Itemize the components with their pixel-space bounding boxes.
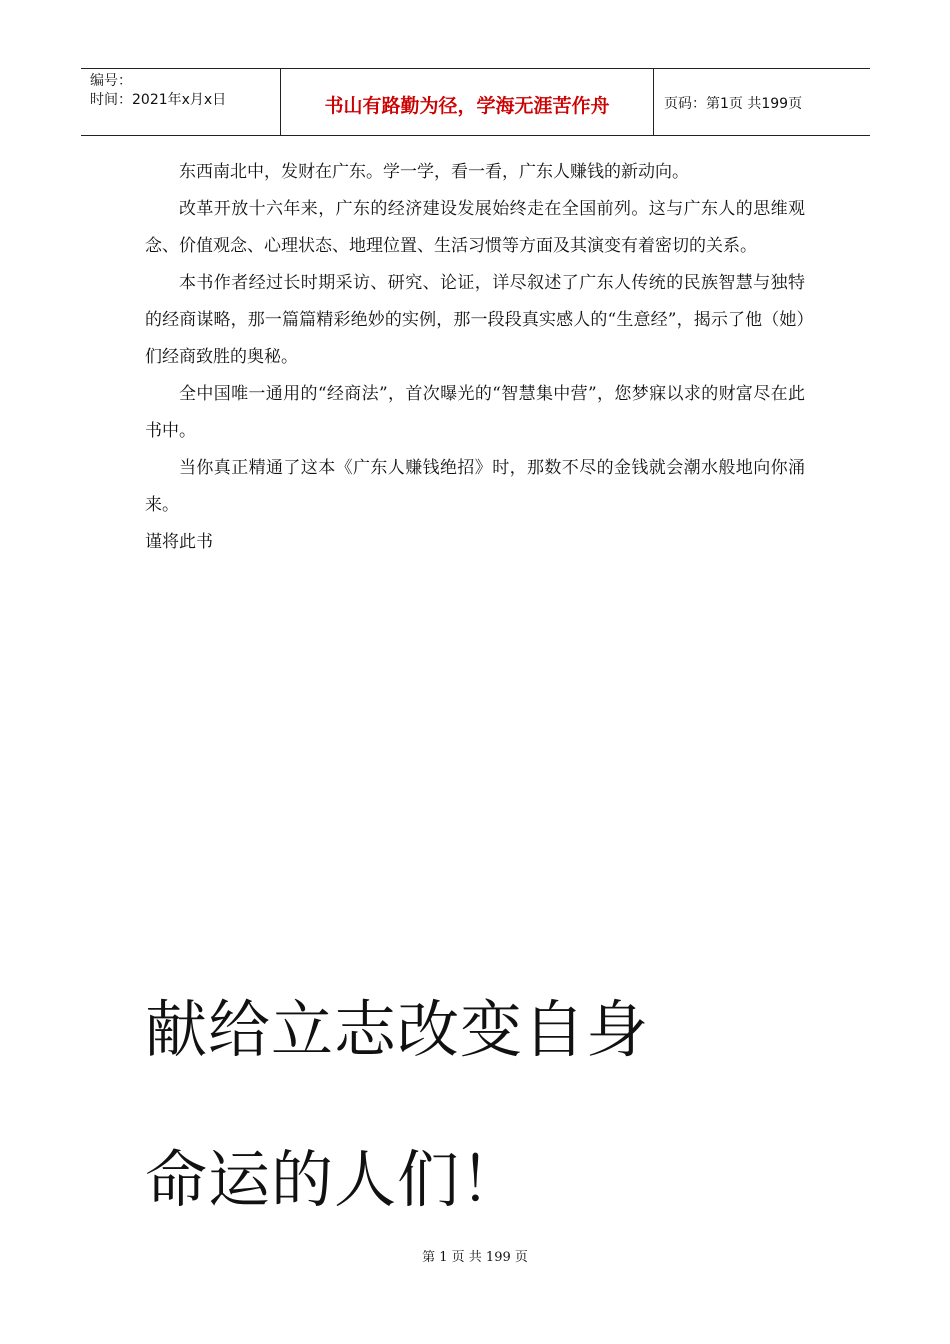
closing-line: 谨将此书 xyxy=(145,532,213,552)
page-header xyxy=(81,68,870,136)
paragraph: 当你真正精通了这本《广东人赚钱绝招》时，那数不尽的金钱就会潮水般地向你涌来。 xyxy=(145,458,805,515)
body-text xyxy=(145,154,805,561)
header-motto: 书山有路勤为径，学海无涯苦作舟 xyxy=(281,69,654,135)
header-page-number: 页码：第1页 共199页 xyxy=(664,96,803,112)
serial-number-label: 编号： xyxy=(90,73,132,89)
paragraph: 东西南北中，发财在广东。学一学，看一看，广东人赚钱的新动向。 xyxy=(179,162,689,182)
dedication-line-1: 献给立志改变自身 xyxy=(145,993,650,1066)
paragraph: 全中国唯一通用的“经商法”，首次曝光的“智慧集中营”，您梦寐以求的财富尽在此书中。 xyxy=(145,384,805,441)
dedication xyxy=(145,955,649,1255)
date-label: 时间：2021年x月x日 xyxy=(90,92,227,108)
page-footer xyxy=(0,1246,950,1265)
dedication-line-2: 命运的人们！ xyxy=(145,1143,524,1216)
footer-page-number: 第 1 页 共 199 页 xyxy=(422,1250,528,1265)
paragraph: 本书作者经过长时期采访、研究、论证，详尽叙述了广东人传统的民族智慧与独特的经商谋略，那一篇篇精彩绝妙的实例，那一段段真实感人的“生意经”，揭示了他（她）们经商致胜的奥秘。 xyxy=(145,273,805,367)
paragraph: 改革开放十六年来，广东的经济建设发展始终走在全国前列。这与广东人的思维观念、价值观念、心理状态、地理位置、生活习惯等方面及其演变有着密切的关系。 xyxy=(145,199,805,256)
header-meta-cell xyxy=(81,69,281,135)
